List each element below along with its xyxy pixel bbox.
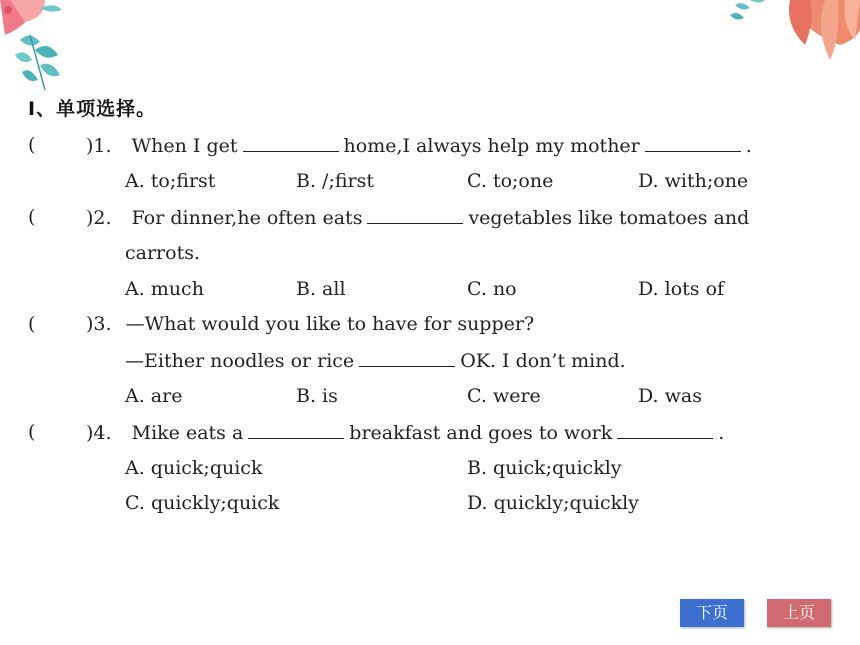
option-b[interactable]: B. is [296,385,338,407]
option-a[interactable]: A. much [125,278,204,300]
option-b[interactable]: B. /;first [296,170,374,192]
answer-parenthesis-3[interactable]: ( [28,313,36,335]
answer-blank [243,133,339,152]
option-a[interactable]: A. are [125,385,183,407]
answer-blank [645,133,741,152]
question-3: )3. —What would you like to have for supper? [86,313,535,335]
previous-page-button[interactable]: 上页 [767,599,831,627]
option-c[interactable]: C. no [467,278,517,300]
option-d[interactable]: D. with;one [638,170,749,192]
option-d[interactable]: D. quickly;quickly [467,492,639,514]
option-b[interactable]: B. quick;quickly [467,457,622,479]
question-4: )4. Mike eats a breakfast and goes to work . [86,422,725,444]
option-b[interactable]: B. all [296,278,346,300]
option-d[interactable]: D. was [638,385,702,407]
answer-parenthesis-4[interactable]: ( [28,421,36,443]
floral-decoration-left [0,0,90,95]
floral-decoration-right [730,0,860,70]
answer-blank [617,420,713,439]
section-title: Ⅰ、单项选择。 [28,98,157,120]
question-2: )2. For dinner,he often eats vegetables like tomatoes and [86,207,750,229]
next-page-button[interactable]: 下页 [680,599,744,627]
option-c[interactable]: C. quickly;quick [125,492,280,514]
option-d[interactable]: D. lots of [638,278,725,300]
question-2-continuation: carrots. [125,242,200,264]
option-a[interactable]: A. to;first [125,170,216,192]
question-3-line-2: —Either noodles or rice OK. I don’t mind. [125,350,626,372]
answer-parenthesis-2[interactable]: ( [28,206,36,228]
question-1: )1. When I get home,I always help my mother . [86,135,752,157]
answer-parenthesis-1[interactable]: ( [28,134,36,156]
answer-blank [367,205,463,224]
option-c[interactable]: C. were [467,385,541,407]
option-c[interactable]: C. to;one [467,170,554,192]
answer-blank [248,420,344,439]
answer-blank [359,348,455,367]
option-a[interactable]: A. quick;quick [125,457,263,479]
